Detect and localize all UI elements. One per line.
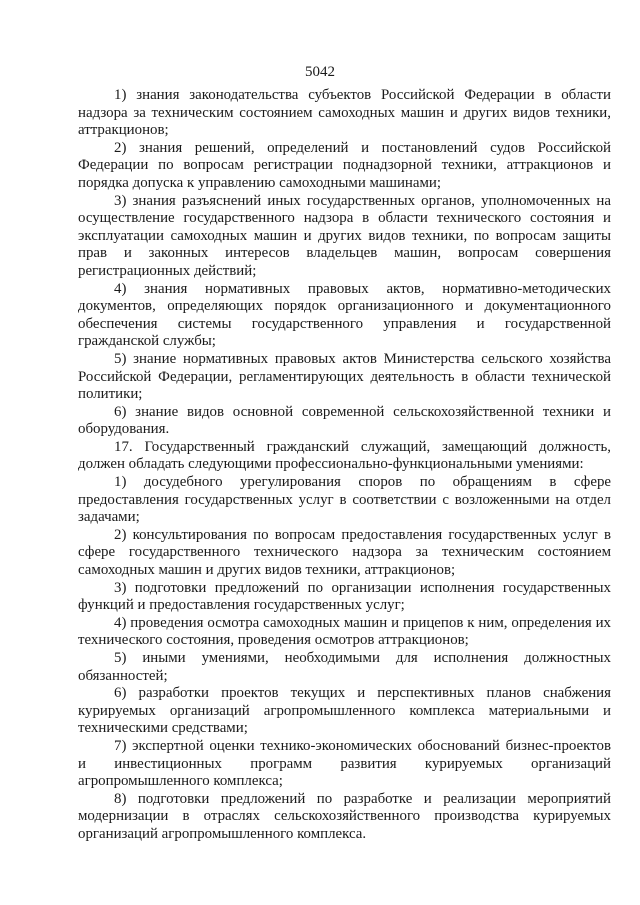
paragraph-2: 2) знания решений, определений и постановлений судов Российской Федерации по вопросам регистрации поднадзорной техники, аттракционов и порядка допуска к управлению самоходными машинами;	[78, 139, 611, 191]
paragraph-13: 6) разработки проектов текущих и перспективных планов снабжения курируемых организаций агропромышленного комплекса материальными и техническими средствами;	[78, 685, 611, 737]
paragraph-9: 2) консультирования по вопросам предоставления государственных услуг в сфере государственного технического надзора за техническим состоянием самоходных машин и других видов техники, аттракционов;	[78, 526, 611, 579]
paragraph-1: 1) знания законодательства субъектов Российской Федерации в области надзора за техническим состоянием самоходных машин и других видов техники, аттракционов;	[78, 87, 611, 139]
document-body	[78, 87, 611, 844]
paragraph-10: 3) подготовки предложений по организации исполнения государственных функций и предоставления государственных услуг;	[78, 579, 611, 614]
paragraph-6: 6) знание видов основной современной сельскохозяйственной техники и оборудования.	[78, 403, 611, 438]
paragraph-8: 1) досудебного урегулирования споров по обращениям в сфере предоставления государственных услуг в соответствии с возложенными на отдел задачами;	[78, 474, 611, 526]
paragraph-15: 8) подготовки предложений по разработке и реализации мероприятий модернизации в отраслях сельскохозяйственного производства курируемых организаций агропромышленного комплекса.	[78, 790, 611, 842]
paragraph-3: 3) знания разъяснений иных государственных органов, уполномоченных на осуществление государственного надзора в области технического состояния и эксплуатации самоходных машин и других видов техники, по вопросам защиты прав и законных интересов владельцев машин, вопросам совершения регистрационных действий;	[78, 192, 611, 279]
paragraph-4: 4) знания нормативных правовых актов, нормативно-методических документов, определяющих порядок организационного и документационного обеспечения системы государственного управления и государственной гражданской службы;	[78, 280, 611, 350]
paragraph-12: 5) иными умениями, необходимыми для исполнения должностных обязанностей;	[78, 650, 611, 684]
page-number: 5042	[305, 64, 335, 80]
paragraph-5: 5) знание нормативных правовых актов Министерства сельского хозяйства Российской Федерации, регламентирующих деятельность в области технической политики;	[78, 350, 611, 403]
paragraph-14: 7) экспертной оценки технико-экономических обоснований бизнес-проектов и инвестиционных программ развития курируемых организаций агропромышленного комплекса;	[78, 737, 611, 790]
paragraph-11: 4) проведения осмотра самоходных машин и прицепов к ним, определения их технического состояния, проведения осмотров аттракционов;	[78, 614, 611, 649]
paragraph-7: 17. Государственный гражданский служащий, замещающий должность, должен обладать следующими профессионально-функциональными умениями:	[78, 438, 611, 473]
